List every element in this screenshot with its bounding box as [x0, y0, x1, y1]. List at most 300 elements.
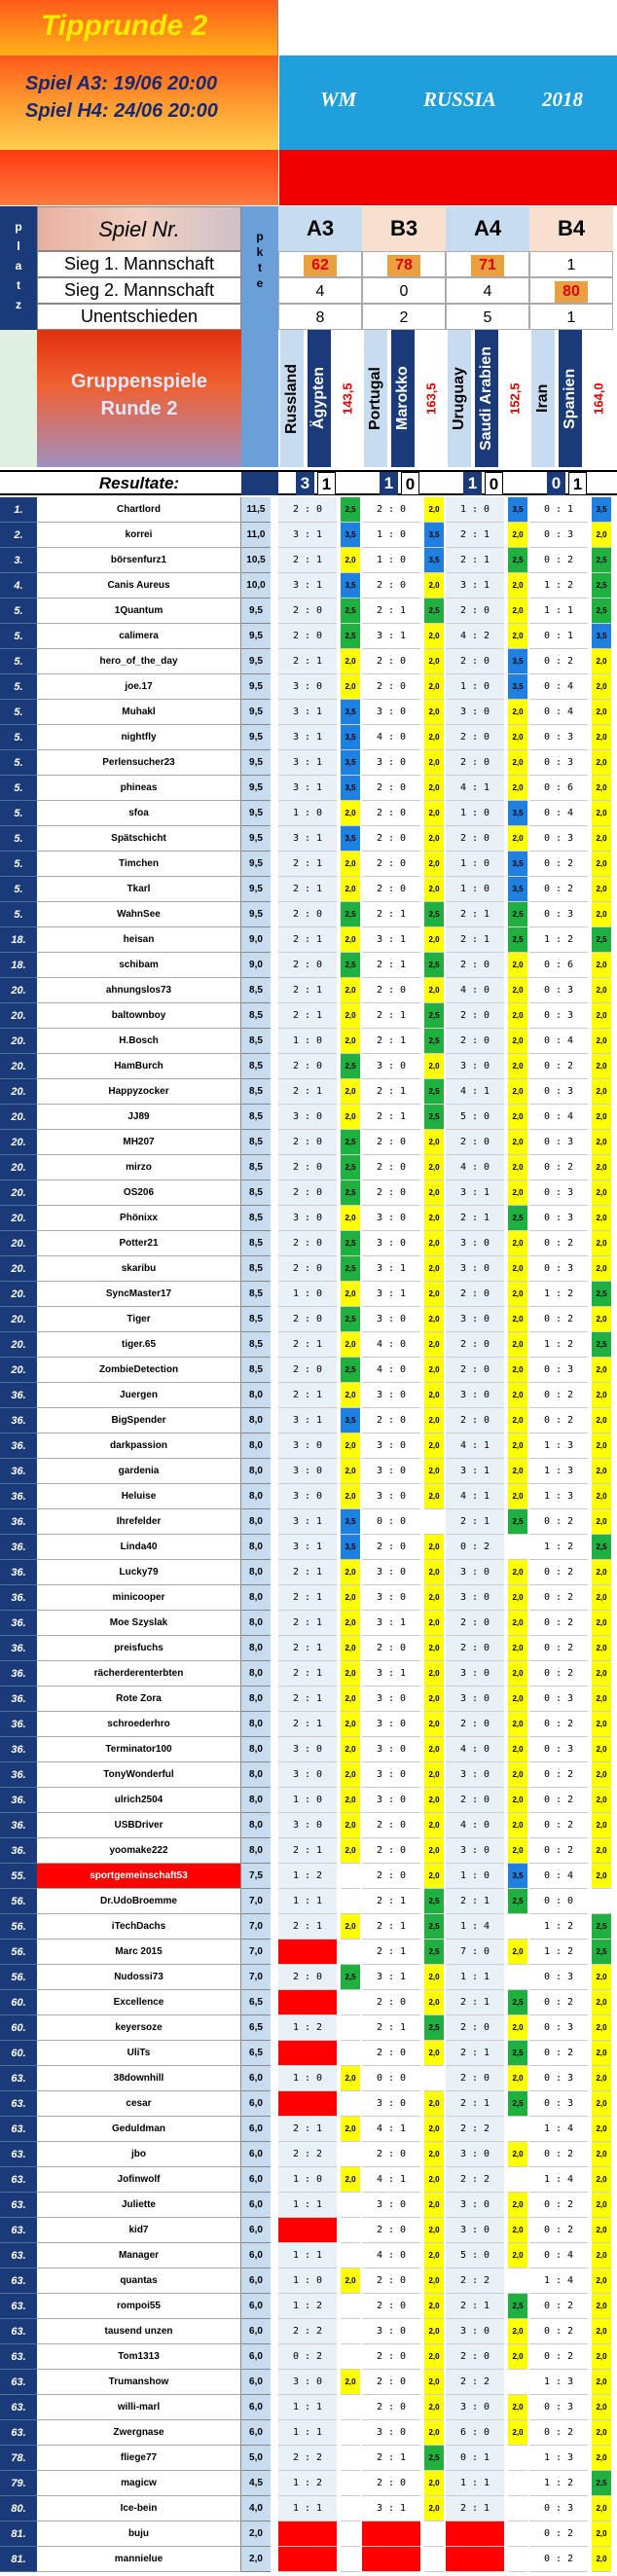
- tip-score: 0 : 3: [529, 1687, 588, 1712]
- bonus-points: 2,0: [592, 2522, 611, 2547]
- points: 6,0: [241, 2344, 271, 2370]
- player-name: tausend unzen: [37, 2319, 241, 2344]
- player-name: quantas: [37, 2268, 241, 2294]
- tip-score: 2 : 1: [278, 1661, 337, 1687]
- bonus-points: [341, 2015, 360, 2041]
- tip-score: 3 : 0: [446, 700, 504, 725]
- tip-score: 2 : 1: [362, 1029, 420, 1054]
- tip-score: 2 : 1: [278, 1636, 337, 1661]
- bonus-points: 2,0: [508, 826, 527, 852]
- bonus-points: 2,0: [508, 1788, 527, 1813]
- bonus-points: 2,0: [424, 2041, 444, 2066]
- bonus-points: 2,0: [424, 1687, 444, 1712]
- tip-score: 3 : 0: [362, 1585, 420, 1611]
- bonus-points: 2,0: [592, 2193, 611, 2218]
- bonus-points: 2,0: [424, 2167, 444, 2193]
- tip-score: 3 : 0: [362, 1560, 420, 1585]
- tip-score: 4 : 2: [446, 624, 504, 649]
- table-row: [0, 2294, 617, 2319]
- points: 8,0: [241, 1408, 271, 1433]
- table-row: [0, 2522, 617, 2547]
- bonus-points: 2,0: [592, 2091, 611, 2117]
- player-name: Ihrefelder: [37, 1509, 241, 1535]
- rank: 56.: [0, 1940, 37, 1965]
- bonus-points: 2,0: [592, 1130, 611, 1155]
- bonus-points: 2,0: [424, 700, 444, 725]
- tip-score: 2 : 1: [278, 1383, 337, 1408]
- bonus-points: 2,5: [508, 1509, 527, 1535]
- game-id: B4: [529, 206, 613, 251]
- tip-score: 2 : 0: [362, 776, 420, 801]
- bonus-points: 2,0: [341, 2268, 360, 2294]
- points: 9,5: [241, 801, 271, 826]
- tip-score: 2 : 1: [446, 2294, 504, 2319]
- tip-score: 3 : 0: [362, 750, 420, 776]
- bonus-points: 2,0: [424, 1965, 444, 1990]
- tip-score: 0 : 1: [529, 624, 588, 649]
- bonus-points: 2,0: [592, 2041, 611, 2066]
- bonus-points: [341, 1940, 360, 1965]
- tip-score: 1 : 2: [529, 1332, 588, 1358]
- points: 8,5: [241, 1282, 271, 1307]
- bonus-points: 2,0: [508, 1611, 527, 1636]
- tip-score: 2 : 1: [278, 1079, 337, 1105]
- bonus-points: 2,0: [424, 1383, 444, 1408]
- tip-score: 1 : 2: [278, 2471, 337, 2496]
- bonus-points: 2,0: [424, 573, 444, 599]
- tip-score: 1 : 0: [362, 548, 420, 573]
- tip-score: 3 : 0: [362, 1712, 420, 1737]
- sieg2-count: [278, 277, 362, 304]
- tip-score: 0 : 3: [529, 1079, 588, 1105]
- bonus-points: 2,0: [592, 1560, 611, 1585]
- tip-score: 6 : 0: [446, 2420, 504, 2446]
- bonus-points: 2,5: [424, 1105, 444, 1130]
- wm-label: WM: [320, 88, 357, 111]
- tip-score: 2 : 0: [362, 2268, 420, 2294]
- tip-score: 0 : 2: [529, 1838, 588, 1864]
- rank: 5.: [0, 599, 37, 624]
- tip-score: 0 : 0: [362, 2066, 420, 2091]
- bonus-points: 2,0: [341, 2066, 360, 2091]
- tip-score: 2 : 0: [446, 1003, 504, 1029]
- tip-score: 3 : 0: [362, 1054, 420, 1079]
- gruppenspiele-box: [37, 330, 241, 467]
- bonus-points: 2,0: [592, 1965, 611, 1990]
- bonus-points: 2,0: [592, 674, 611, 700]
- bonus-points: 2,0: [508, 1282, 527, 1307]
- bonus-points: 2,0: [592, 1408, 611, 1433]
- rank: 20.: [0, 1358, 37, 1383]
- tip-score: 2 : 0: [446, 1358, 504, 1383]
- bonus-points: 2,0: [508, 1105, 527, 1130]
- tip-score: 2 : 1: [278, 2117, 337, 2142]
- bonus-points: 2,0: [592, 1484, 611, 1509]
- tip-score: 2 : 0: [362, 2370, 420, 2395]
- bonus-points: 2,0: [341, 877, 360, 902]
- tip-score: 0 : 3: [529, 902, 588, 927]
- tip-score: 3 : 1: [278, 700, 337, 725]
- bonus-points: 2,0: [424, 1256, 444, 1282]
- tip-score: 2 : 1: [362, 2015, 420, 2041]
- table-row: [0, 852, 617, 877]
- rank: 20.: [0, 1029, 37, 1054]
- points: 8,5: [241, 1358, 271, 1383]
- tip-score: 3 : 0: [362, 2319, 420, 2344]
- result-away: 1: [317, 472, 336, 495]
- bonus-points: 3,5: [592, 497, 611, 523]
- tip-score: 0 : 2: [529, 1560, 588, 1585]
- bonus-points: 2,5: [508, 2294, 527, 2319]
- tip-score: 1 : 4: [529, 2117, 588, 2142]
- tip-score: 0 : 3: [529, 1965, 588, 1990]
- tip-score: 3 : 0: [278, 1762, 337, 1788]
- tip-score: 2 : 0: [362, 1990, 420, 2015]
- tip-score: 0 : 2: [529, 1661, 588, 1687]
- bonus-points: 2,5: [424, 1889, 444, 1914]
- rank: 36.: [0, 1509, 37, 1535]
- player-name: Juergen: [37, 1383, 241, 1408]
- bonus-points: 2,0: [424, 725, 444, 750]
- tip-score: 2 : 1: [446, 1509, 504, 1535]
- table-row: [0, 1079, 617, 1105]
- match-h4-date: Spiel H4: 24/06 20:00: [25, 100, 218, 122]
- points: 9,5: [241, 725, 271, 750]
- tip-score: 3 : 1: [278, 1509, 337, 1535]
- player-name: minicooper: [37, 1585, 241, 1611]
- points: 7,5: [241, 1864, 271, 1889]
- bonus-points: 2,0: [424, 1307, 444, 1332]
- player-name: Muhakl: [37, 700, 241, 725]
- result-away: 1: [568, 472, 587, 495]
- bonus-points: 2,0: [508, 1180, 527, 1206]
- tip-score: 2 : 2: [446, 2370, 504, 2395]
- bonus-points: 2,5: [508, 548, 527, 573]
- bonus-points: [424, 1509, 444, 1535]
- bonus-points: 2,0: [508, 599, 527, 624]
- player-name: Zwergnase: [37, 2420, 241, 2446]
- sieg1-count: [529, 251, 613, 277]
- table-row: [0, 1990, 617, 2015]
- tip-score: 7 : 0: [446, 1940, 504, 1965]
- player-name: 38downhill: [37, 2066, 241, 2091]
- bonus-points: 2,0: [508, 573, 527, 599]
- bonus-points: 2,0: [341, 1433, 360, 1459]
- tip-score: 2 : 1: [446, 2496, 504, 2522]
- bonus-points: 2,0: [424, 2218, 444, 2243]
- bonus-points: 2,0: [592, 1687, 611, 1712]
- player-name: Dr.UdoBroemme: [37, 1889, 241, 1914]
- bonus-points: 2,0: [592, 2319, 611, 2344]
- table-row: [0, 2268, 617, 2294]
- bonus-points: 2,0: [424, 750, 444, 776]
- table-row: [0, 1003, 617, 1029]
- bonus-points: 2,0: [424, 978, 444, 1003]
- tip-score: [446, 2522, 504, 2547]
- points: 6,0: [241, 2193, 271, 2218]
- points: 11,0: [241, 523, 271, 548]
- tip-score: 0 : 3: [529, 523, 588, 548]
- tip-score: 0 : 0: [362, 1509, 420, 1535]
- bonus-points: 2,0: [508, 1408, 527, 1433]
- rank: 36.: [0, 1484, 37, 1509]
- bonus-points: 2,5: [424, 1029, 444, 1054]
- tip-score: 2 : 1: [278, 852, 337, 877]
- player-name: Moe Szyslak: [37, 1611, 241, 1636]
- result-home: 3: [296, 472, 314, 495]
- bonus-points: [341, 2547, 360, 2572]
- bonus-points: 2,5: [341, 1231, 360, 1256]
- tip-score: 1 : 2: [529, 2471, 588, 2496]
- tip-score: [278, 2218, 337, 2243]
- sieg2-count: [529, 277, 613, 304]
- bonus-points: 2,0: [341, 1762, 360, 1788]
- bonus-points: 2,0: [508, 1383, 527, 1408]
- rank: 20.: [0, 1307, 37, 1332]
- rank: 20.: [0, 1054, 37, 1079]
- rank: 20.: [0, 978, 37, 1003]
- player-name: OS206: [37, 1180, 241, 1206]
- points: 6,5: [241, 1990, 271, 2015]
- rank: 5.: [0, 902, 37, 927]
- bonus-points: 2,0: [341, 1282, 360, 1307]
- table-row: [0, 1509, 617, 1535]
- sieg2-label: Sieg 2. Mannschaft: [37, 277, 241, 304]
- table-row: [0, 1661, 617, 1687]
- bonus-points: 2,0: [424, 1484, 444, 1509]
- bonus-points: 2,0: [424, 1611, 444, 1636]
- bonus-points: 2,0: [341, 1661, 360, 1687]
- bonus-points: 2,0: [508, 2015, 527, 2041]
- bonus-points: 2,0: [508, 700, 527, 725]
- bonus-points: 2,0: [341, 2117, 360, 2142]
- tip-score: 0 : 2: [529, 2142, 588, 2167]
- bonus-points: 2,0: [424, 2395, 444, 2420]
- tip-score: 4 : 0: [446, 978, 504, 1003]
- bonus-points: 2,0: [424, 1054, 444, 1079]
- bonus-points: 3,5: [424, 523, 444, 548]
- rank: 5.: [0, 624, 37, 649]
- tip-score: 2 : 0: [278, 902, 337, 927]
- rank: 36.: [0, 1762, 37, 1788]
- bonus-points: 2,0: [508, 1079, 527, 1105]
- bonus-points: 2,0: [424, 1560, 444, 1585]
- table-row: [0, 1180, 617, 1206]
- unentschieden-label: Unentschieden: [37, 304, 241, 330]
- bonus-points: 2,0: [508, 1155, 527, 1180]
- bonus-points: 2,0: [341, 978, 360, 1003]
- table-row: [0, 573, 617, 599]
- result-home: 1: [463, 472, 482, 495]
- tip-score: 2 : 0: [362, 1155, 420, 1180]
- tip-score: 2 : 1: [446, 523, 504, 548]
- tip-score: 2 : 0: [446, 1788, 504, 1813]
- rank: 36.: [0, 1383, 37, 1408]
- table-row: [0, 1838, 617, 1864]
- tip-score: 2 : 1: [278, 1712, 337, 1737]
- bonus-points: 2,0: [592, 978, 611, 1003]
- points: 7,0: [241, 1889, 271, 1914]
- platz-letter: t: [17, 278, 20, 292]
- player-name: ahnungslos73: [37, 978, 241, 1003]
- tip-score: 4 : 0: [446, 1737, 504, 1762]
- bonus-points: 2,0: [592, 1459, 611, 1484]
- table-row: [0, 2243, 617, 2268]
- bonus-points: 2,0: [592, 700, 611, 725]
- tip-score: 0 : 2: [529, 1054, 588, 1079]
- bonus-points: 3,5: [341, 523, 360, 548]
- tip-score: 1 : 0: [446, 674, 504, 700]
- sieg2-value: 0: [399, 283, 409, 300]
- rank: 36.: [0, 1560, 37, 1585]
- tip-score: 2 : 0: [362, 826, 420, 852]
- game-id: A3: [278, 206, 362, 251]
- bonus-points: 2,0: [508, 1737, 527, 1762]
- bonus-points: 2,0: [592, 801, 611, 826]
- bonus-points: 2,0: [341, 801, 360, 826]
- table-row: [0, 1864, 617, 1889]
- bonus-points: 2,0: [508, 1003, 527, 1029]
- bonus-points: [341, 1990, 360, 2015]
- bonus-points: 2,0: [424, 826, 444, 852]
- tip-score: 1 : 1: [446, 2471, 504, 2496]
- table-row: [0, 1256, 617, 1282]
- bonus-points: 2,0: [592, 1383, 611, 1408]
- tip-score: 2 : 0: [362, 2041, 420, 2066]
- table-row: [0, 2218, 617, 2243]
- player-name: rächerderenterbten: [37, 1661, 241, 1687]
- tip-score: 1 : 2: [529, 927, 588, 953]
- bonus-points: 2,0: [508, 1762, 527, 1788]
- tip-score: 1 : 1: [446, 1965, 504, 1990]
- tip-score: 2 : 1: [362, 1003, 420, 1029]
- bonus-points: 2,0: [424, 674, 444, 700]
- tip-score: 0 : 3: [529, 826, 588, 852]
- pkte-column: [241, 206, 278, 467]
- bonus-points: 2,0: [341, 674, 360, 700]
- bonus-points: 2,0: [592, 2268, 611, 2294]
- tip-score: 4 : 0: [362, 1358, 420, 1383]
- tip-score: 2 : 0: [446, 2344, 504, 2370]
- tip-score: 3 : 0: [362, 1383, 420, 1408]
- tip-score: 1 : 1: [278, 1889, 337, 1914]
- player-name: Jofinwolf: [37, 2167, 241, 2193]
- bonus-points: 2,0: [508, 2420, 527, 2446]
- bonus-points: 2,0: [341, 1636, 360, 1661]
- rank: 5.: [0, 826, 37, 852]
- bonus-points: 2,0: [508, 776, 527, 801]
- tip-score: 1 : 1: [278, 2243, 337, 2268]
- tip-score: 2 : 0: [446, 725, 504, 750]
- tip-score: 0 : 2: [529, 1813, 588, 1838]
- tip-score: 3 : 1: [362, 1611, 420, 1636]
- bonus-points: 2,0: [341, 927, 360, 953]
- rank: 63.: [0, 2319, 37, 2344]
- bonus-points: 2,0: [424, 497, 444, 523]
- bonus-points: 2,0: [592, 1231, 611, 1256]
- bonus-points: 2,0: [508, 725, 527, 750]
- table-row: [0, 649, 617, 674]
- rank: 36.: [0, 1408, 37, 1433]
- bonus-points: 2,0: [592, 2117, 611, 2142]
- points: 6,0: [241, 2142, 271, 2167]
- table-row: [0, 1433, 617, 1459]
- player-name: sportgemeinschaft53: [37, 1864, 241, 1889]
- tip-score: 3 : 1: [362, 1282, 420, 1307]
- rank: 20.: [0, 1231, 37, 1256]
- tip-score: 2 : 0: [362, 674, 420, 700]
- tip-score: 1 : 2: [278, 1864, 337, 1889]
- player-name: schroederhro: [37, 1712, 241, 1737]
- sieg1-value: 78: [387, 255, 420, 276]
- tip-score: 1 : 4: [529, 2167, 588, 2193]
- table-row: [0, 1636, 617, 1661]
- tip-score: [278, 2041, 337, 2066]
- player-name: ZombieDetection: [37, 1358, 241, 1383]
- rank: 36.: [0, 1661, 37, 1687]
- tip-score: 2 : 0: [446, 599, 504, 624]
- tip-score: 0 : 2: [529, 2319, 588, 2344]
- tip-score: 3 : 0: [446, 1661, 504, 1687]
- table-row: [0, 497, 617, 523]
- table-row: [0, 2471, 617, 2496]
- table-row: [0, 1813, 617, 1838]
- bonus-points: 2,0: [424, 1661, 444, 1687]
- points: 8,0: [241, 1509, 271, 1535]
- tip-score: 2 : 1: [278, 548, 337, 573]
- tip-score: 0 : 2: [529, 2522, 588, 2547]
- rank: 20.: [0, 1130, 37, 1155]
- player-name: darkpassion: [37, 1433, 241, 1459]
- bonus-points: 2,5: [424, 902, 444, 927]
- table-row: [0, 2142, 617, 2167]
- tip-score: 3 : 1: [278, 776, 337, 801]
- bonus-points: 2,5: [592, 1535, 611, 1560]
- bonus-points: 2,5: [424, 2015, 444, 2041]
- bonus-points: [341, 2243, 360, 2268]
- bonus-points: 2,0: [424, 1762, 444, 1788]
- bonus-points: 2,0: [341, 1687, 360, 1712]
- match-dates: [0, 55, 278, 150]
- points: 6,0: [241, 2268, 271, 2294]
- bonus-points: 2,0: [508, 978, 527, 1003]
- tip-score: 0 : 2: [529, 1762, 588, 1788]
- bonus-points: 3,5: [508, 649, 527, 674]
- tip-score: 2 : 0: [278, 1358, 337, 1383]
- tip-score: 1 : 2: [529, 1282, 588, 1307]
- rank: 56.: [0, 1965, 37, 1990]
- points: 8,0: [241, 1788, 271, 1813]
- rank: 20.: [0, 1256, 37, 1282]
- table-row: [0, 826, 617, 852]
- bonus-points: 3,5: [341, 776, 360, 801]
- tip-score: [278, 2091, 337, 2117]
- tip-score: 4 : 1: [362, 2117, 420, 2142]
- table-row: [0, 953, 617, 978]
- points: 9,5: [241, 826, 271, 852]
- player-name: joe.17: [37, 674, 241, 700]
- tip-score: 3 : 0: [278, 1737, 337, 1762]
- table-row: [0, 1054, 617, 1079]
- bonus-points: 2,0: [592, 2370, 611, 2395]
- tip-score: 3 : 1: [362, 1256, 420, 1282]
- bonus-points: 3,5: [592, 624, 611, 649]
- player-name: Tiger: [37, 1307, 241, 1332]
- table-row: [0, 1940, 617, 1965]
- bonus-points: 2,5: [341, 1307, 360, 1332]
- bonus-points: 2,0: [592, 2344, 611, 2370]
- player-name: yoomake222: [37, 1838, 241, 1864]
